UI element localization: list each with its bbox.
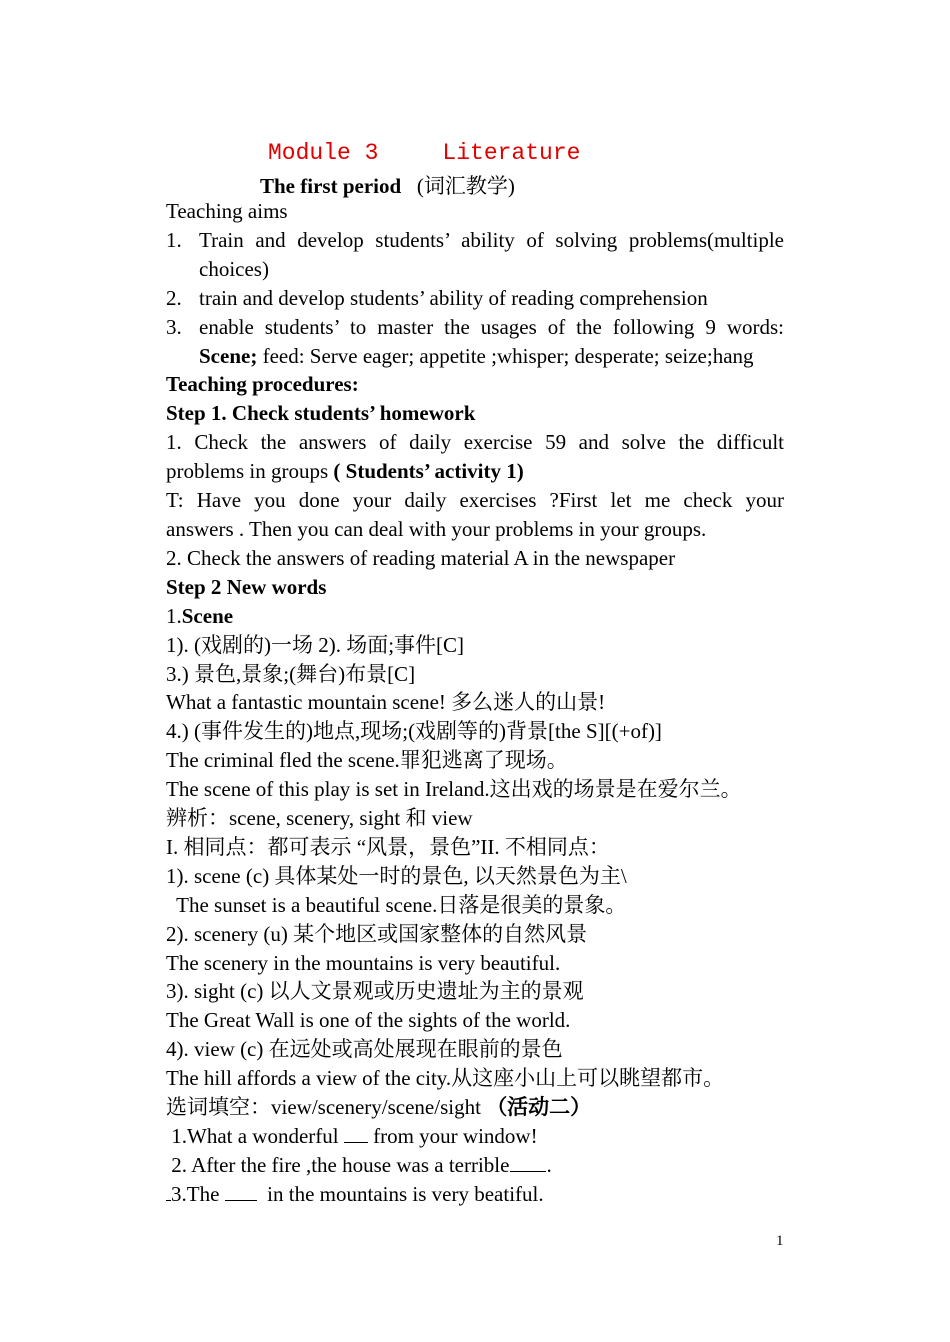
answer-blank <box>225 1182 257 1201</box>
procedures-heading-text: Teaching procedures: <box>166 372 359 397</box>
step1-heading-text: Step 1. Check students’ homework <box>166 401 476 426</box>
content-line: 1). (戏剧的)一场 2). 场面;事件[C] <box>166 632 465 657</box>
teacher-line: answers . Then you can deal with your problems in your groups. <box>166 516 707 541</box>
aim-number: 3. <box>166 314 182 339</box>
exercise-intro-text: 选词填空：view/scenery/scene/sight <box>166 1095 487 1120</box>
step1-paragraph-line: 1. Check the answers of daily exercise 59 and solve the difficult <box>166 430 784 455</box>
activity-label: ( Students’ activity 1) <box>333 459 524 484</box>
exercise-question-3 <box>166 1180 784 1209</box>
question-text: 1.What a wonderful <box>166 1124 344 1148</box>
aim-words-rest: feed: Serve eager; appetite ;whisper; desperate; seize;hang <box>257 343 754 368</box>
step1-text: problems in groups <box>166 459 334 484</box>
question-text: . <box>546 1152 552 1177</box>
exercise-question-2 <box>166 1151 784 1180</box>
word-number: 1. <box>166 603 182 628</box>
step2-heading-text: Step 2 New words <box>166 574 327 599</box>
aim-item-1 <box>166 226 784 284</box>
period-note: (词汇教学) <box>416 174 515 198</box>
content-line: 3). sight (c) 以人文景观或历史遗址为主的景观 <box>166 979 584 1004</box>
answer-blank <box>344 1124 368 1143</box>
module-title <box>268 140 580 166</box>
question-text: 2. After the fire ,the house was a terrible <box>166 1152 510 1177</box>
content-line: 3.) 景色,景象;(舞台)布景[C] <box>166 661 416 686</box>
aim-text-line: enable students’ to master the usages of the following 9 words: <box>199 314 784 339</box>
teacher-line: T: Have you done your daily exercises ?First let me check your <box>166 488 784 513</box>
procedures-heading <box>166 370 784 399</box>
content-line: The scenery in the mountains is very beautiful. <box>166 950 561 975</box>
content-line: The scene of this play is set in Ireland.这出戏的场景是在爱尔兰。 <box>166 777 742 802</box>
aim-text-line: Train and develop students’ ability of solving problems(multiple <box>199 227 784 252</box>
content-line: 2). scenery (u) 某个地区或国家整体的自然风景 <box>166 921 588 946</box>
content-line: The sunset is a beautiful scene.日落是很美的景象。 <box>166 892 627 917</box>
content-line: The Great Wall is one of the sights of the world. <box>166 1008 571 1033</box>
module-number: Module 3 <box>268 140 379 166</box>
aim-number: 2. <box>166 285 182 310</box>
step2-heading <box>166 573 784 602</box>
activity-two-label: （活动二） <box>486 1095 592 1120</box>
step1-paragraph-line <box>166 457 784 486</box>
content-line: 辨析：scene, scenery, sight 和 view <box>166 806 473 831</box>
content-line: I. 相同点：都可表示 “风景，景色”II. 不相同点： <box>166 834 610 859</box>
step1-paragraph-line: 2. Check the answers of reading material A in the newspaper <box>166 545 676 570</box>
aim-word-scene: Scene; <box>199 343 258 368</box>
period-name: The first period <box>260 174 402 198</box>
document-body <box>166 197 784 1209</box>
aim-item-3 <box>166 313 784 371</box>
exercise-intro <box>166 1093 784 1122</box>
answer-blank <box>510 1153 546 1172</box>
content-line: The criminal fled the scene.罪犯逃离了现场。 <box>166 748 568 773</box>
exercise-question-1 <box>166 1122 784 1151</box>
step1-heading <box>166 399 784 428</box>
aim-text-line: train and develop students’ ability of reading comprehension <box>199 285 708 310</box>
word-heading <box>166 602 784 631</box>
page-number: 1 <box>776 1233 784 1249</box>
content-line: 4.) (事件发生的)地点,现场;(戏剧等的)背景[the S][(+of)] <box>166 719 662 744</box>
question-text: 3.The <box>171 1181 225 1206</box>
module-subject: Literature <box>442 140 581 166</box>
aim-item-2 <box>166 284 784 313</box>
aim-words-line <box>199 342 784 371</box>
word-name: Scene <box>181 603 234 628</box>
question-text: from your window! <box>367 1124 538 1148</box>
content-line: What a fantastic mountain scene! 多么迷人的山景! <box>166 690 606 715</box>
aim-number: 1. <box>166 227 182 252</box>
content-line: 4). view (c) 在远处或高处展现在眼前的景色 <box>166 1037 563 1062</box>
period-subtitle <box>260 170 515 200</box>
content-line: 1). scene (c) 具体某处一时的景色, 以天然景色为主\ <box>166 863 627 888</box>
aims-heading: Teaching aims <box>166 199 288 223</box>
content-line: The hill affords a view of the city.从这座小山上可以眺望都市。 <box>166 1066 725 1091</box>
aim-text-line: choices) <box>199 256 269 281</box>
question-text: in the mountains is very beatiful. <box>256 1181 544 1206</box>
